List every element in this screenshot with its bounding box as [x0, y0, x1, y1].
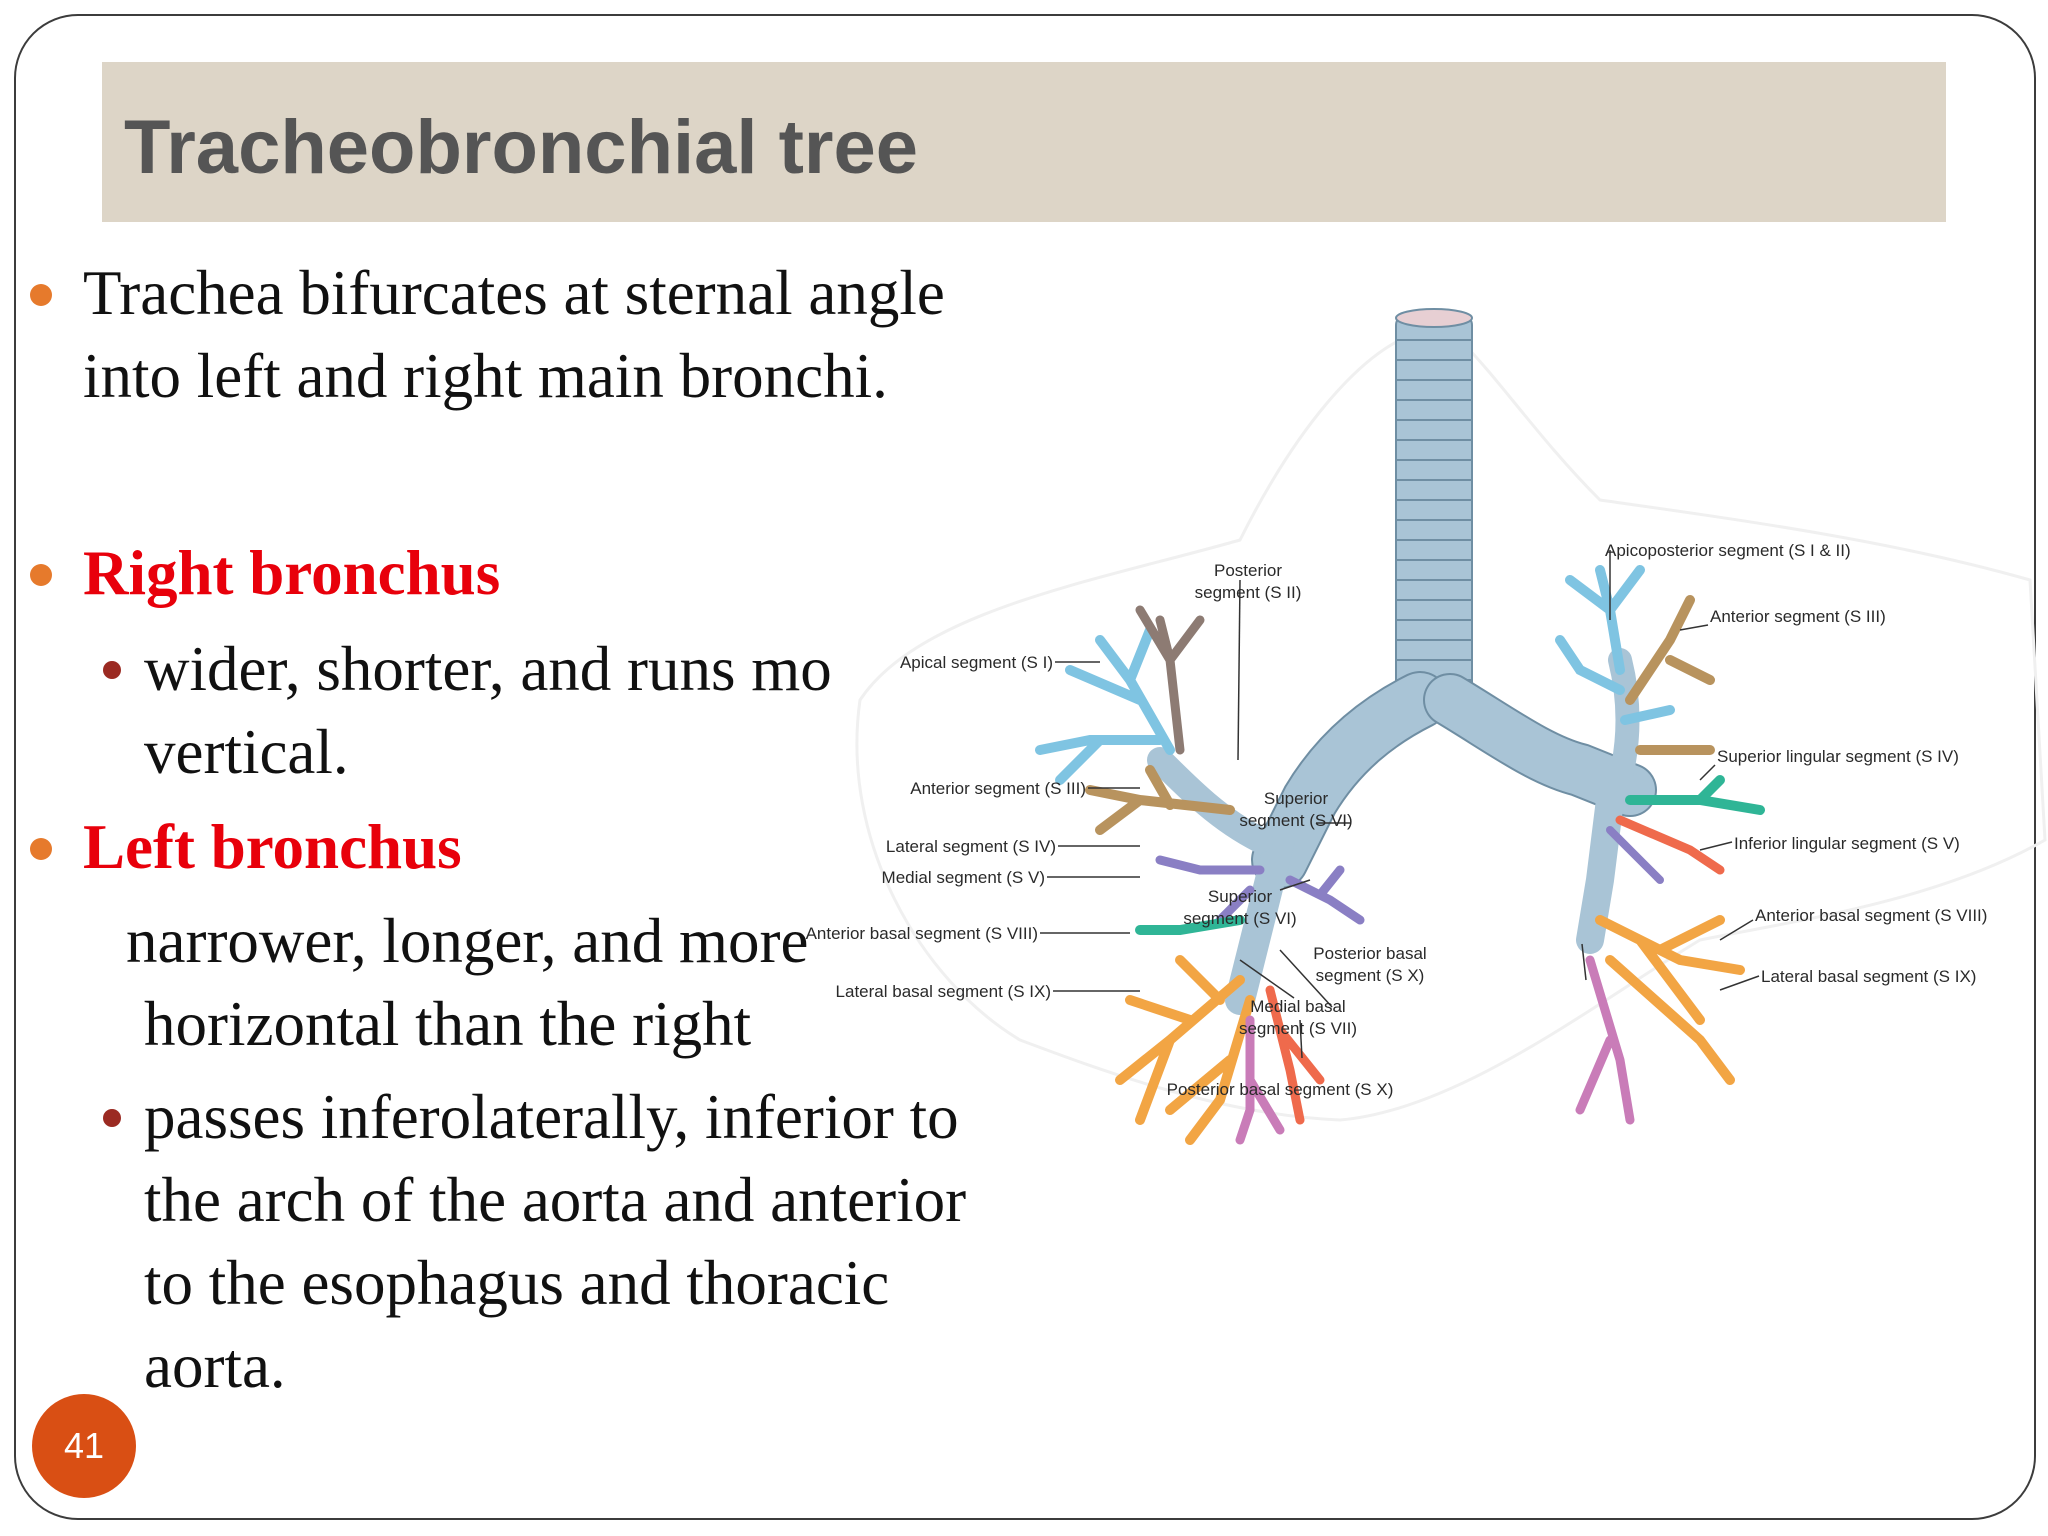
label-lateral-segment: Lateral segment (S IV) [885, 837, 1056, 856]
label-superior-segment-right-l2: segment (S VI) [1239, 811, 1353, 830]
slide-title: Tracheobronchial tree [124, 105, 919, 190]
label-posterior-basal-left-l2: segment (S X) [1315, 966, 1425, 985]
label-anterior-segment-left: Anterior segment (S III) [1710, 607, 1886, 626]
text-line: wider, shorter, and runs mo [144, 634, 832, 704]
tracheobronchial-figure [805, 280, 2048, 1140]
text-line: Trachea bifurcates at sternal angle [83, 258, 945, 328]
label-medial-segment: Medial segment (S V) [881, 868, 1045, 887]
text-line: aorta. [144, 1331, 286, 1401]
text-line: passes inferolaterally, inferior to [144, 1082, 959, 1152]
label-posterior-basal-left-l1: Posterior basal [1313, 944, 1427, 963]
page-number-badge: 41 [32, 1394, 136, 1498]
heading-right-bronchus: Right bronchus [83, 538, 501, 608]
label-lateral-basal-right: Lateral basal segment (S IX) [835, 982, 1051, 1001]
label-superior-segment-left-l2: segment (S VI) [1183, 909, 1297, 928]
text-line: to the esophagus and thoracic [144, 1248, 890, 1318]
label-medial-basal-l1: Medial basal [1250, 997, 1346, 1016]
label-inferior-lingular: Inferior lingular segment (S V) [1734, 834, 1960, 853]
bronchial-tree-illustration [805, 280, 2048, 1140]
left-bronchus-line-1: narrower, longer, and more [126, 906, 809, 976]
sub-bullet-dot [103, 1109, 121, 1127]
label-anterior-basal-right: Anterior basal segment (S VIII) [805, 924, 1038, 943]
label-posterior-basal-right: Posterior basal segment (S X) [1166, 1080, 1394, 1099]
label-superior-segment-right-l1: Superior [1263, 789, 1329, 808]
bullet-dot [30, 564, 52, 586]
label-superior-segment-left-l1: Superior [1207, 887, 1273, 906]
label-anterior-segment-right: Anterior segment (S III) [910, 779, 1086, 798]
branch-inferior-lingular [1620, 820, 1720, 870]
paragraph-trachea [83, 252, 945, 418]
heading-left-bronchus: Left bronchus [83, 812, 462, 882]
label-medial-basal-l2: segment (S VII) [1238, 1019, 1358, 1038]
branch-posterior-right [1140, 610, 1200, 750]
label-superior-lingular: Superior lingular segment (S IV) [1717, 747, 1959, 766]
text-line: the arch of the aorta and anterior [144, 1165, 967, 1235]
left-bronchus-line-2: horizontal than the right [144, 989, 752, 1059]
bullet-dot [30, 838, 52, 860]
text-line: into left and right main bronchi. [83, 341, 888, 411]
label-lateral-basal-left: Lateral basal segment (S IX) [1761, 967, 1977, 986]
trachea [1396, 309, 1472, 705]
branch-posterior-basal-left [1580, 960, 1630, 1120]
label-anterior-basal-left: Anterior basal segment (S VIII) [1755, 906, 1988, 925]
label-posterior-segment-l2: segment (S II) [1194, 583, 1302, 602]
label-apicoposterior-segment: Apicoposterior segment (S I & II) [1605, 541, 1851, 560]
label-apical-segment: Apical segment (S I) [899, 653, 1053, 672]
label-posterior-segment-l1: Posterior [1213, 561, 1283, 580]
paragraph-right-bronchus [144, 628, 870, 794]
bullet-dot [30, 284, 52, 306]
branch-anterior-left [1630, 600, 1710, 750]
text-line: vertical. [144, 717, 349, 787]
sub-bullet-dot [103, 661, 121, 679]
